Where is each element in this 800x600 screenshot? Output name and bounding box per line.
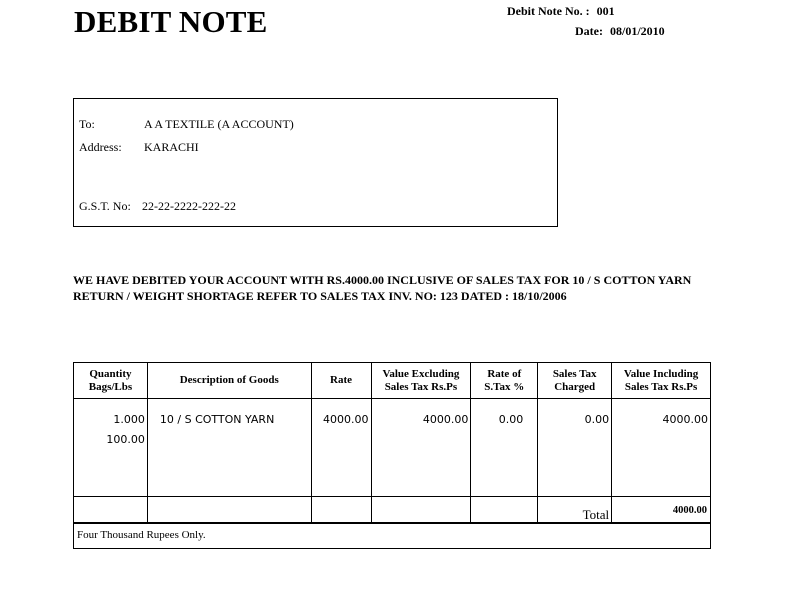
gst-label: G.S.T. No: <box>79 199 131 213</box>
table-total-row <box>74 497 711 524</box>
cell-quantity <box>74 399 148 497</box>
debit-note-number-label: Debit Note No. : <box>507 4 590 18</box>
total-label: Total <box>538 497 612 524</box>
header-value-excluding: Value Excluding Sales Tax Rs.Ps <box>371 363 471 399</box>
document-title: DEBIT NOTE <box>74 4 268 39</box>
table-row <box>74 399 711 497</box>
cell-description: 10 / S COTTON YARN <box>147 399 311 497</box>
amount-in-words: Four Thousand Rupees Only. <box>77 529 206 541</box>
cell-tax-rate: 0.00 <box>471 399 538 497</box>
debit-note-number-value: 001 <box>596 4 615 18</box>
cell-tax-charged: 0.00 <box>538 399 612 497</box>
gst-value: 22-22-2222-222-22 <box>142 199 236 213</box>
address-label: Address: <box>79 140 122 154</box>
table-header-row <box>74 363 711 399</box>
quantity-lbs: 100.00 <box>106 433 145 446</box>
date-value: 08/01/2010 <box>609 24 665 38</box>
cell-value-excluding: 4000.00 <box>371 399 471 497</box>
header-value-including: Value Including Sales Tax Rs.Ps <box>612 363 711 399</box>
header-rate: Rate <box>311 363 371 399</box>
items-table <box>73 362 711 524</box>
header-tax-charged: Sales Tax Charged <box>538 363 612 399</box>
debit-note-date <box>575 24 665 39</box>
amount-in-words-box <box>73 522 711 549</box>
date-label: Date: <box>575 24 603 38</box>
recipient-box <box>73 98 558 227</box>
header-tax-rate: Rate of S.Tax % <box>471 363 538 399</box>
to-value: A A TEXTILE (A ACCOUNT) <box>144 117 294 131</box>
header-description: Description of Goods <box>147 363 311 399</box>
cell-value-including: 4000.00 <box>612 399 711 497</box>
total-value: 4000.00 <box>612 497 711 524</box>
header-quantity: Quantity Bags/Lbs <box>74 363 148 399</box>
address-value: KARACHI <box>144 140 199 154</box>
to-label: To: <box>79 117 95 131</box>
cell-rate: 4000.00 <box>311 399 371 497</box>
quantity-bags: 1.000 <box>113 413 145 426</box>
debit-note-number <box>507 4 615 19</box>
debit-statement: WE HAVE DEBITED YOUR ACCOUNT WITH RS.4000.00 INCLUSIVE OF SALES TAX FOR 10 / S COTTON YARN RETURN / WEIGHT SHORTAGE REFER TO SALES TAX INV. NO: 123 DATED : 18/10/2006 <box>73 273 692 303</box>
